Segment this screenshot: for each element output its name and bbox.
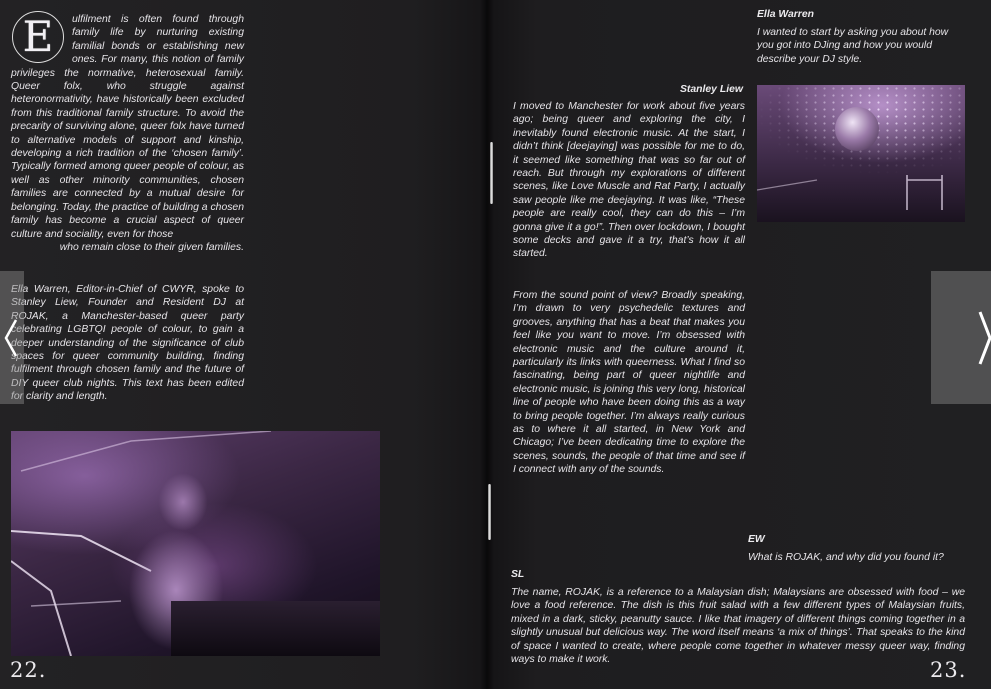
left-page [0,0,486,689]
dropcap-ornament [8,7,68,61]
question-2: What is ROJAK, and why did you found it? [748,552,944,563]
book-gutter [480,0,494,689]
intro-paragraph [11,13,244,254]
interview-credit: Ella Warren, Editor-in-Chief of CWYR, spoke to Stanley Liew, Founder and Resident DJ at ROJAK, a Manchester-based queer party celebrating LGBTQI people of colour, to gain a deeper understanding of the significance of club spaces for queer community building, finding fulfilment through chosen family and the future of DIY queer club nights. This text has been edited for clarity and length. [11,284,244,403]
dropcap-letter: E [12,11,64,63]
club-ceiling-photo [757,85,965,222]
intro-last-line: who remain close to their given families. [59,241,244,253]
page-number-left: 22. [10,658,47,682]
sl-initials: SL [511,569,525,580]
chevron-right-icon [977,308,991,368]
interviewer-name: Ella Warren [757,9,814,20]
intro-body: ulfilment is often found through family life by nurturing existing familial bonds or establishing new ones. For many, this notion of family privileges the normative, heterosexual family. Queer folx, who struggle against heteronormativity, have historically been excluded from this traditional family structure. To avoid the precarity of surviving alone, queer folx have turned to alternative models of support and kinship, developing a rich tradition of the ‘chosen family’. Typically formed among queer people of colour, as well as other minority communities, chosen families are connected by a mutual desire for belonging. Today, the practice of building a chosen family has become a crucial aspect of queer culture and sociality, even for those [11,14,244,240]
interviewee-name: Stanley Liew [680,84,743,95]
chevron-left-icon [4,318,18,358]
dj-mixer [171,601,380,656]
next-page-button[interactable] [931,271,991,404]
staple-top [490,142,493,204]
ceiling-neon [757,85,965,222]
ew-initials: EW [748,534,765,545]
answer-1-paragraph-1: I moved to Manchester for work about five years ago; being queer and exploring the city, I inevitably found electronic music. At the start, I didn’t think [deejaying] was possible for me to do, it seemed like something that was so far out of reach. But through my explorations of different scenes, like Love Muscle and Rat Party, I actually saw people like me deejaying. It was like, “These people are really cool, they can do this – I’m gonna give it a go!”. Then over lockdown, I bought some decks and gave it a try, that’s how it all started. [513,101,745,260]
right-page [486,0,991,689]
answer-2: The name, ROJAK, is a reference to a Malaysian dish; Malaysians are obsessed with food – we love a food reference. The dish is this fruit salad with a few different types of Malaysian fruits, mixed in a dark, sticky, peanutty sauce. I like that imagery of different things coming together in a slightly unusual but delicious way. The word itself means ‘a mix of things’. That speaks to the kind of space I wanted to create, where people come together in whatever messy queer way, finding ways to make it work. [511,587,965,666]
dj-photo [11,431,380,656]
staple-bottom [488,484,491,540]
intro-text [11,13,244,254]
answer-1-paragraph-2: From the sound point of view? Broadly speaking, I’m drawn to very psychedelic textures and grooves, anything that has a beat that makes you feel like you want to move. I’m obsessed with electronic music and the culture around it, particularly its links with queerness. What I find so fascinating, being part of queer nightlife and electronic music, is joining this very long, historical line of people who have been doing this as a way to bring people together. I’m always really curious as to where it all started, in New York and Chicago; I’ve been dedicating time to explore the scenes, sounds, the people of that time and see if I connect with any of the sounds. [513,290,745,476]
page-number-right: 23. [930,658,967,682]
previous-page-button[interactable] [0,271,24,404]
question-1: I wanted to start by asking you about how you got into DJing and how you would describe your DJ style. [757,27,949,65]
